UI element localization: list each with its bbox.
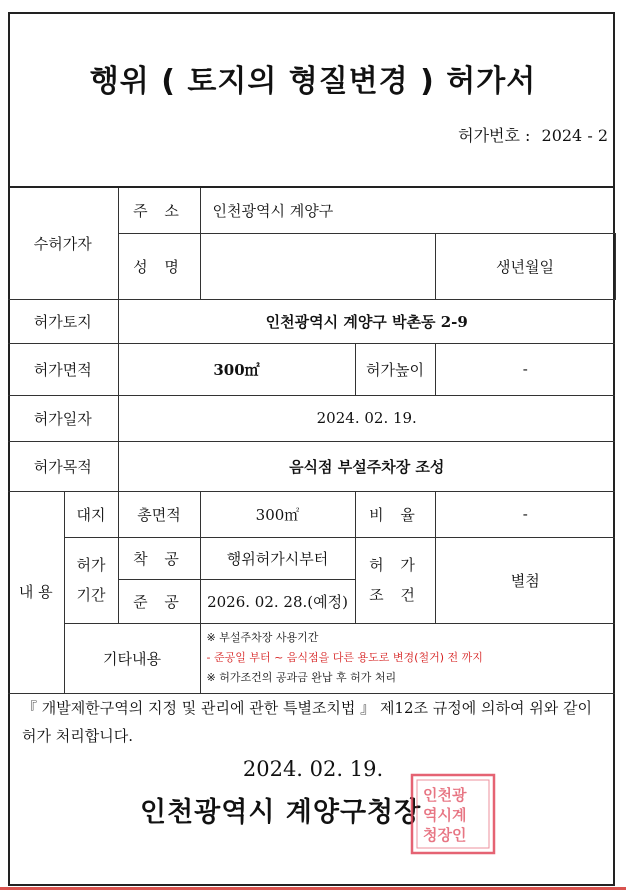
end-label: 준 공 <box>118 579 200 623</box>
permit-number <box>452 123 608 146</box>
period-label: 허가 기간 <box>64 537 118 623</box>
applicant-label: 수허가자 <box>8 187 118 299</box>
area-label: 허가면적 <box>8 343 118 395</box>
date-value: 2024. 02. 19. <box>118 395 615 441</box>
land-label: 허가토지 <box>8 299 118 343</box>
end-value: 2026. 02. 28.(예정) <box>200 579 355 623</box>
other-label: 기타내용 <box>64 623 200 693</box>
total-area-value: 300㎡ <box>200 491 355 537</box>
legal-statement: 『 개발제한구역의 지정 및 관리에 관한 특별조치법 』 제12조 규정에 의하여 위와 같이 허가 처리합니다. <box>22 699 592 745</box>
note-line-3: ※ 허가조건의 공과금 완납 후 허가 처리 <box>206 671 397 684</box>
note-line-2: - 준공일 부터 ~ 음식점을 다른 용도로 변경(철거) 전 까지 <box>206 651 483 664</box>
height-label: 허가높이 <box>355 343 435 395</box>
date-label: 허가일자 <box>8 395 118 441</box>
site-label: 대지 <box>64 491 118 537</box>
total-area-label: 총면적 <box>118 491 200 537</box>
address-label: 주 소 <box>118 187 200 233</box>
issuer-name: 인천광역시 계양구청장 <box>140 797 422 828</box>
bottom-red-line <box>0 887 626 890</box>
birth-label: 생년월일 <box>435 233 615 299</box>
start-label: 착 공 <box>118 537 200 579</box>
land-value: 인천광역시 계양구 박촌동 2-9 <box>118 299 615 343</box>
ratio-label: 비 율 <box>355 491 435 537</box>
svg-text:인천광: 인천광 <box>423 786 467 804</box>
condition-label: 허 가 조 건 <box>355 537 435 623</box>
start-value: 행위허가시부터 <box>200 537 355 579</box>
official-seal <box>409 772 497 856</box>
permit-table <box>8 186 615 694</box>
document-title: 행위 ( 토지의 형질변경 ) 허가서 <box>89 64 537 99</box>
issue-date: 2024. 02. 19. <box>242 757 384 781</box>
note-line-1: ※ 부설주차장 사용기간 <box>206 631 319 644</box>
permit-number-value: 2024 - 2 <box>541 126 608 145</box>
purpose-label: 허가목적 <box>8 441 118 491</box>
height-value: - <box>435 343 615 395</box>
area-value: 300㎡ <box>118 343 355 395</box>
ratio-value: - <box>435 491 615 537</box>
svg-text:청장인: 청장인 <box>423 826 467 844</box>
name-value <box>200 233 435 299</box>
name-label: 성 명 <box>118 233 200 299</box>
condition-value: 별첨 <box>435 537 615 623</box>
permit-number-label: 허가번호 : <box>458 126 531 145</box>
other-notes <box>200 623 615 693</box>
address-value: 인천광역시 계양구 <box>200 187 615 233</box>
content-label: 내 용 <box>8 491 64 693</box>
svg-text:역시계: 역시계 <box>423 806 467 824</box>
purpose-value: 음식점 부설주차장 조성 <box>118 441 615 491</box>
